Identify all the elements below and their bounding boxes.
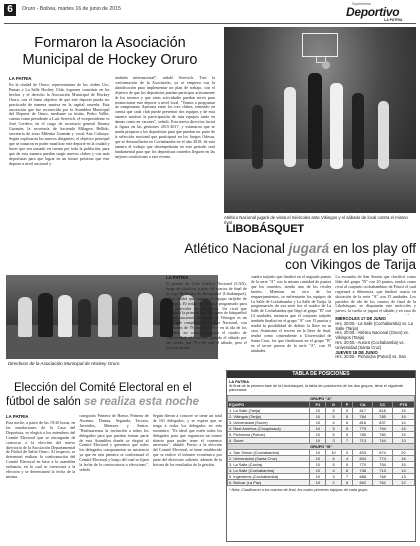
futsal-title-line2 [6,396,246,409]
standings-box [226,370,416,542]
basketball-schedule [335,317,416,359]
basketball-photo [224,27,416,213]
stat-cell: 13 [392,473,414,479]
stat-cell: 15 [392,431,414,437]
stat-cell: 10 [310,449,326,455]
brand-sub: LA PATRIA [384,18,403,22]
stat-cell: 10 [310,431,326,437]
stat-cell: 15 [392,407,414,413]
team-name-cell: 6. Sucre [228,437,310,443]
basketball-col1: El plantel de Club Atlético Nacional (CAN), luego de clasificar a play off cuartos de final de la Liga Boliviana de Básquetbol (Libobásquet), ahora tendrá que superar al equipo tarijeño de Vikingos. El rodaje de ida será programado para este miércoles por la noche. Un rival que complicó la primera fase de torneo de básquetbol a nivel nacional, el equipo de Vikingos es un rival que complicó al Atlético Nacional, con resultados de 78 puntos a 70 y en la ida de los partidos, no consiguió ganar el cuadro de Universidad, el resultado ganado el sábado por ese estado, por 78 a 66 ante el sábado, pero el local no podrá. [166,281,247,350]
stat-cell: 5 [326,407,341,413]
basketball-body [166,275,416,359]
col-header-cc: CC [373,401,393,407]
stat-cell: 833 [353,449,373,455]
stat-cell: 754 [373,461,393,467]
stat-cell: 674 [373,449,393,455]
stat-cell: 5 [341,425,353,431]
stat-cell: 10 [310,455,326,461]
futsal-source: LA PATRIA [6,414,29,419]
stat-cell: 15 [392,413,414,419]
team-name-cell: 2. Vikingos (Tarija) [228,413,310,419]
schedule-line: Hrs. 20:00.- La Salle (Cochabamba) vs. La Salle (Tarija) [335,320,413,331]
col-header-g: G [326,401,341,407]
stat-cell: 20 [392,449,414,455]
team-name-cell: 3. La Salle (Cocha) [228,461,310,467]
stat-cell: 837 [373,419,393,425]
stat-cell: 10 [326,449,341,455]
stat-cell: 7 [341,473,353,479]
stat-cell: 785 [353,431,373,437]
article-hockey-col1: En la ciudad de Oruro, representantes de los clubes Uro, Pumas y La Salle Hockey Club, lograron constituir en los hechos y el derecho la Asociación Municipal de Hockey Oruro, con el firme objetivo de que este deporte pueda ser practicado de manera masiva en la capital orureña. Esta asociación que fue reconocida por la Asamblea Municipal del Deporte de Oruro, mediante su titular, Pedro Vallín, cuenta como presidente a Luis Serevich, el vicepresidente es José Cordero, en el cargo de secretario general Jhonny Guzmán; la secretaría de hacienda Milagros Bellido, secretaría de actas Milenka Guzmán y vocal Ana Calizaya. Según explicaron los nuevos dirigentes, el objetivo principal que se trazaron es poder masificar este deporte en la ciudad y hacer que sea tomado en cuenta por toda la población, para que de esta manera puedan surgir nuevos clubes y con más deportistas para que lograr en un futuro próximo que este deporte a nivel nacional y [9,82,110,166]
col-header-pj: PJ [310,401,326,407]
stat-cell: 834 [353,455,373,461]
standings-table [227,395,415,486]
team-name-cell: 4. Real América (Chuquisaca) [228,425,310,431]
page-number: 6 [4,4,16,16]
standings-title: TABLA DE POSICIONES [227,371,415,378]
schedule-title: MIÉRCOLES 17 DE JUNIO [335,316,386,321]
futsal-col3: Según dieron a conocer se tiene un total de 161 delegados, y se espera que se tenga a todos los delegados en este encuentro. "Es ideal que estén todos los delegados para que organicen un torneo abierto para poder tener el consenso necesario", añadió. Previo a la elección del Comité Electoral, se tiene establecido que se realice el informe económico por parte del directorio saliente, además de la lectura de los resultados de la gestión. [152,414,222,468]
team-name-cell: 3. Universidad (Sucre) [228,419,310,425]
dateline: Oruro - Bolivia, martes 16 de junio de 2015 [22,6,121,12]
basketball-kicker: LIBOBÁSQUET [226,223,304,235]
stat-cell: 12 [392,479,414,485]
futsal-col1: Esta noche, a partir de las 19:30 horas, en las instalaciones de la Casa del Deportista, se elegirá a los miembros del Comité Electoral que se encargarán de convocar a la elección del nuevo directorio de la Asociación Departamental de Fútbol de Salón Oruro. Al respecto, se determinó realizar la conformación del Comité Electoral en base a la asamblea ordinaria, en la cual se convocará a la elección y se determinará la fecha de la misma. [6,420,76,479]
standings-intro: Al final de la primera fase de la Libobásquet, la tabla de posiciones de los dos grupos, tiene el siguiente panorama: [229,384,404,393]
stat-cell: 762 [373,479,393,485]
stat-cell: 780 [373,431,393,437]
stat-cell: 13 [392,437,414,443]
stat-cell: 784 [353,413,373,419]
stat-cell: 794 [373,425,393,431]
schedule-line: Hrs. 20:00.- Aurora (Cochabamba) vs. Universidad (Santa Cruz) [335,339,405,350]
stat-cell: 3 [326,437,341,443]
stat-cell: 10 [310,461,326,467]
stat-cell: 713 [353,437,373,443]
article-hockey-source: LA PATRIA [9,76,32,81]
basketball-col2: cuadro tarijeño que finalizó en el segundo puesto de la serie "A" con la misma cantidad de puntos que los orureños, siendo uno de los rivales fuertes. Mientras en otro de los emparejamientos, se enfrentarán los equipos de La Salle de Cochabamba y La Salle de Tarija, la programación de esa serie fue el cuadro de La Salle de Cochabamba que llegó al grupo "B" con 14 unidades, mientras que el conjunto tarijeño también finalizó en el grupo "A" con 15 puntos y tendrá la posibilidad de definir la llave en su casa. Asimismo el tercero en la llave de final, tendrá como contendiente a Universidad de Santa Cruz, los que finalizaron en el grupo "B" en el tercer puesto de la serie "A", con 19 unidades. [250,275,332,353]
group-a-label: GRUPO "A" [228,395,415,401]
futsal-title-highlight: se realiza esta noche [84,396,200,408]
team-name-cell: 1. La Salle (Tarija) [228,407,310,413]
col-header-pts: PTS [392,401,414,407]
basketball-title-suffix: en los play off con Vikingos de Tarija [285,241,416,272]
stat-cell: 15 [392,425,414,431]
supplement-label: Suplemento [352,2,372,6]
stat-cell: 14 [392,467,414,473]
stat-cell: 10 [310,467,326,473]
article-hockey-col2: también internacional", señaló Serevich. Tras la conformación de la Asociación, ya se empieza con la planificación para implementar un plan de trabajo, con el objetivo de que los deportistas puedan participar activamente de los torneos y que estas actividades puedan servir para promocionar este deporte a nivel local. "Vamos a programar un campeonato Apertura entre los tres clubes, teniendo en cuenta que cada club puede presentar dos equipos y de esta manera motivar la participación de más equipos tanto en damas como en varones", señaló. Esta nueva directiva lucirá la figura en las gestiones 2015-2017, y estimaron que se pueda preparar a los deportistas para que puedan ser parte de la selección nacional que participará en los Juegos Odesur, que se desarrollarán en Cochabamba en el año 2018, de esta manera el trabajo que desempeñarán en este periodo será fundamental para que los deportistas orureños lleguen en las mejores condiciones a este evento. [114,76,215,159]
stat-cell: 5 [326,431,341,437]
team-name-cell: 2. Universidad (Santa Cruz) [228,455,310,461]
stat-cell: 688 [353,473,373,479]
futsal-title-line1: Elección del Comité Electoral en el [14,382,192,394]
stat-cell: 746 [353,467,373,473]
col-header-ca: CA [353,401,373,407]
standings-source: LA PATRIA [229,379,250,384]
stat-cell: 0 [341,449,353,455]
stat-cell: 770 [353,461,373,467]
hockey-photo-caption: Directivos de la Asociación Municipal de Hockey Oruro [8,361,120,366]
stat-cell: 10 [310,437,326,443]
stat-cell: 768 [373,473,393,479]
stat-cell: 14 [392,419,414,425]
stat-cell: 2 [326,479,341,485]
group-b-label: GRUPO "B" [228,443,415,449]
stat-cell: 744 [373,437,393,443]
stat-cell: 10 [310,473,326,479]
stat-cell: 3 [326,473,341,479]
stat-cell: 4 [326,419,341,425]
team-name-cell: 1. San Simón (Cochabamba) [228,449,310,455]
team-name-cell: 6. Bolívar (La Paz) [228,479,310,485]
stat-cell: 818 [373,407,393,413]
futsal-col2: categorías Primera de Honor, Primera de Ascenso, Damas, Segunda, Tercera, Juveniles, Menores y Senior. "Realizaremos la invitación a todos los delegados para que puedan formar parte de esta Asamblea donde se elegirá al Comité Electoral y queremos que todos los delegados comprometan su asistencia ya que en esta primera se conformará el Comité Electoral y luego del cual se fijará la fecha de la convocatoria a elecciones", señaló. [79,414,149,472]
standings-note: * Nota: Clasificaron a los cuartos de final, los cuatro primeros equipos de cada grupo. [229,487,369,492]
stat-cell: 5 [341,431,353,437]
stat-cell: 7 [341,437,353,443]
stat-cell: 817 [353,407,373,413]
futsal-body [6,414,222,544]
stat-cell: 816 [353,419,373,425]
stat-cell: 15 [392,461,414,467]
basketball-title-prefix: Atlético Nacional [184,241,289,256]
stat-cell: 5 [326,425,341,431]
header-rule [4,23,416,24]
stat-cell: 785 [373,413,393,419]
stat-cell: 6 [341,419,353,425]
article-futsal [6,382,222,546]
schedule-line: Hrs. 20:00.- Atlético Nacional (Oruro) vs. Vikingos (Tarija) [335,330,409,341]
stat-cell: 779 [353,425,373,431]
basketball-source: LA PATRIA [166,275,189,280]
stat-cell: 4 [341,455,353,461]
stat-cell: 10 [310,479,326,485]
basketball-col3: La escuadra de San Simón que clasificó como líder del grupo "B" con 20 puntos, tendrá como rival al conjunto cochabambino de Potosí el cual regresará a diferencia, que finalizó cuarto en ubicación de la serie "A" con 15 unidades. Los partidos de ida de los cuartos de final de la Libobásquet, se disputarán este miércoles y jueves, la vuelta se jugará el sábado y en caso de [335,275,417,314]
stat-cell: 10 [310,407,326,413]
stat-cell: 5 [341,407,353,413]
basketball-title [166,241,416,272]
stat-cell: 10 [310,419,326,425]
team-name-cell: 5. Pichincha (Potosí) [228,431,310,437]
brand-logo: Deportivo [346,5,400,19]
stat-cell: 6 [341,467,353,473]
schedule-line: Hrs. 20:00.- Pichincha (Potosí) vs. San [335,354,406,359]
basketball-photo-caption: Atlético Nacional jugará de visita el miércoles ante Vikingos y el sábado de local contra el mismo rival [224,215,408,225]
stat-cell: 713 [373,467,393,473]
stat-cell: 5 [341,413,353,419]
stat-cell: 10 [310,413,326,419]
article-hockey-title: Formaron la Asociación Municipal de Hockey Oruro [22,35,198,68]
stat-cell: 774 [373,455,393,461]
futsal-title-prefix: fútbol de salón [6,396,85,408]
schedule-subtitle: JUEVES 18 DE JUNIO [335,349,378,355]
team-name-cell: 5. Ingenieros (Cochabamba) [228,473,310,479]
stat-cell: 692 [353,479,373,485]
stat-cell: 16 [392,455,414,461]
stat-cell: 5 [326,461,341,467]
stat-cell: 5 [341,461,353,467]
stat-cell: 10 [310,425,326,431]
col-header-team: EQUIPO [228,401,310,407]
basketball-title-highlight: jugará [288,241,330,256]
table-row [228,479,415,485]
team-name-cell: 4. La Salle (Cochabamba) [228,467,310,473]
stat-cell: 5 [326,413,341,419]
stat-cell: 4 [326,467,341,473]
article-basketball [166,27,417,359]
stat-cell: 6 [326,455,341,461]
stat-cell: 8 [341,479,353,485]
page-header [0,0,420,24]
col-header-p: P [341,401,353,407]
